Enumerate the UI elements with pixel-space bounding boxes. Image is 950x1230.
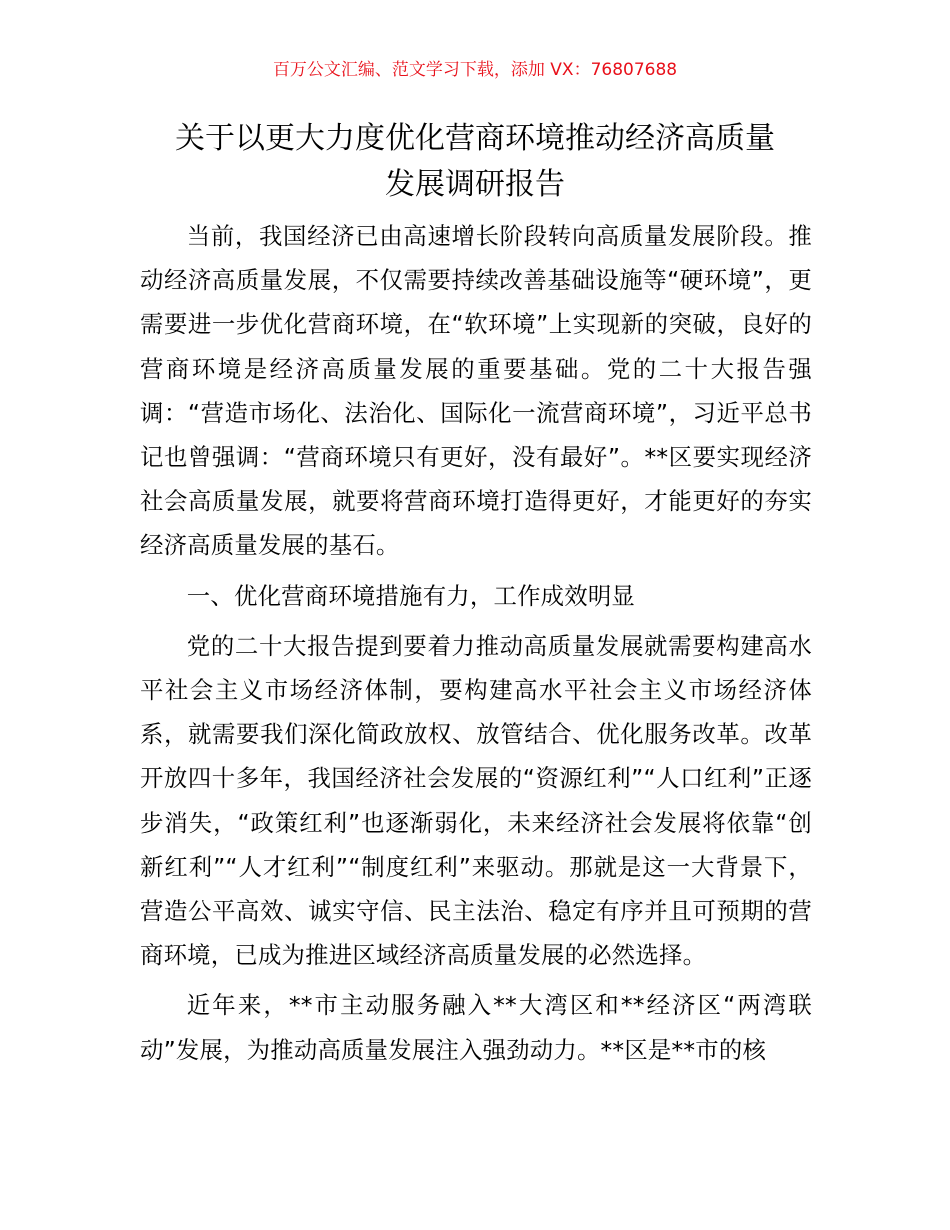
- document-body: [140, 214, 812, 1072]
- paragraph-section-1: 党的二十大报告提到要着力推动高质量发展就需要构建高水平社会主义市场经济体制，要构建高水平社会主义市场经济体系，就需要我们深化简政放权、放管结合、优化服务改革。改革开放四十多年，我国经济社会发展的“资源红利”“人口红利”正逐步消失，“政策红利”也逐渐弱化，未来经济社会发展将依靠“创新红利”“人才红利”“制度红利”来驱动。那就是这一大背景下，营造公平高效、诚实守信、民主法治、稳定有序并且可预期的营商环境，已成为推进区域经济高质量发展的必然选择。: [140, 631, 812, 970]
- title-line-1: 关于以更大力度优化营商环境推动经济高质量: [175, 121, 775, 156]
- title-line-2: 发展调研报告: [385, 167, 565, 202]
- paragraph-recent-years: 近年来，**市主动服务融入**大湾区和**经济区“两湾联动”发展，为推动高质量发展注入强劲动力。**区是**市的核: [140, 991, 812, 1064]
- document-title: [120, 116, 830, 208]
- watermark-header: 百万公文汇编、范文学习下载，添加 VX：76807688: [272, 60, 678, 80]
- section-heading-1: 一、优化营商环境措施有力，工作成效明显: [186, 581, 636, 610]
- paragraph-intro: 当前，我国经济已由高速增长阶段转向高质量发展阶段。推动经济高质量发展，不仅需要持续改善基础设施等“硬环境”，更需要进一步优化营商环境，在“软环境”上实现新的突破，良好的营商环境是经济高质量发展的重要基础。党的二十大报告强调：“营造市场化、法治化、国际化一流营商环境”，习近平总书记也曾强调：“营商环境只有更好，没有最好”。**区要实现经济社会高质量发展，就要将营商环境打造得更好，才能更好的夯实经济高质量发展的基石。: [140, 222, 812, 560]
